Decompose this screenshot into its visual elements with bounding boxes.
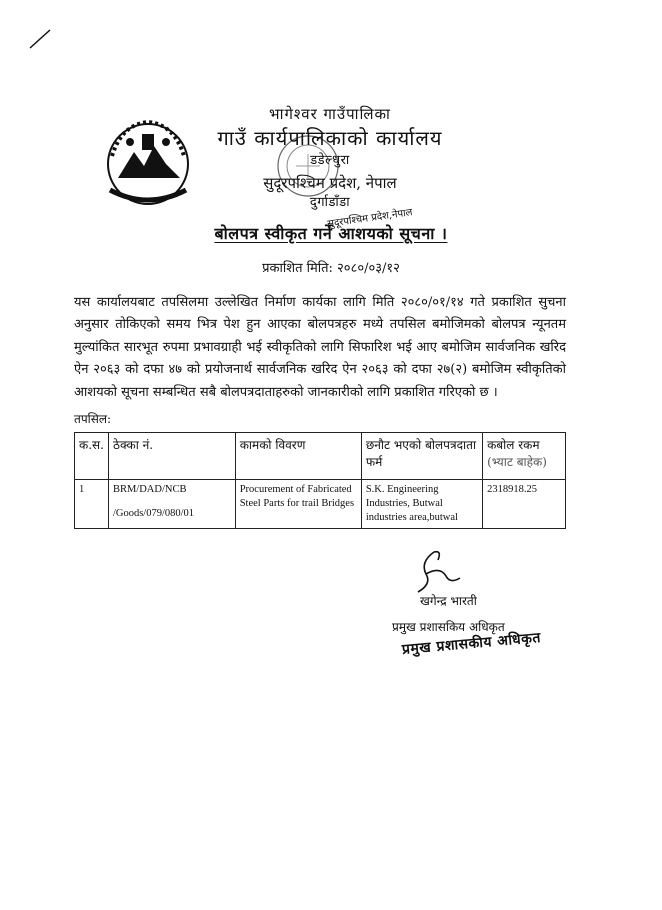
location-stamp: डडेल्धुरा: [310, 153, 350, 168]
office-name: गाउँ कार्यपालिकाको कार्यालय: [217, 126, 443, 150]
signature: [404, 548, 464, 598]
col-header-contract-no: ठेक्का नं.: [108, 433, 235, 480]
col-header-amount-label: कबोल रकम: [487, 438, 540, 452]
government-emblem-icon: [96, 112, 200, 212]
office-address-line2: दुर्गाडाँडा: [309, 195, 351, 210]
published-date-value: २०८०/०३/१२: [337, 261, 400, 276]
municipality-name: भागेश्वर गाउँपालिका: [269, 105, 391, 123]
col-header-amount: [483, 433, 566, 480]
notice-body: यस कार्यालयबाट तपसिलमा उल्लेखित निर्माण कार्यका लागि मिति २०८०/०१/१४ गते प्रकाशित सुचना अनुसार तोकिएको समय भित्र पेश हुन आएका बोलपत्रहरु मध्ये तपसिल बमोजिमको बोलपत्र न्यूनतम मुल्यांकित सारभूत रुपमा प्रभावग्राही भई स्वीकृतिको लागि सिफारिश भई आए बमोजिम सार्वजनिक खरिद ऐन २०६३ को दफा ४७ को प्रयोजनार्थ सार्वजनिक खरिद ऐन २०६३ को दफा २७(२) बमोजिम स्वीकृतिको आशयको सूचना सम्बन्धित सबै बोलपत्रदाताहरुको जानकारीको लागि प्रकाशित गरिएको छ ।: [74, 295, 566, 400]
letterhead: [200, 104, 460, 230]
table-header-row: [75, 433, 566, 480]
province-stamp: सुदूरपश्चिम प्रदेश,नेपाल: [326, 207, 414, 230]
signatory-title: प्रमुख प्रशासकिय अधिकृत: [392, 620, 505, 634]
col-header-description: कामको विवरण: [235, 433, 361, 480]
table-row: [75, 480, 566, 529]
cell-sn: 1: [75, 480, 109, 529]
pen-mark: [28, 28, 52, 50]
col-header-amount-sub: (भ्याट बाहेक): [487, 455, 547, 469]
col-header-bidder: छनौट भएको बोलपत्रदाता फर्म: [361, 433, 482, 480]
award-table: [74, 432, 566, 529]
cell-description: Procurement of Fabricated Steel Parts for trail Bridges: [235, 480, 361, 529]
cell-contract-no: [108, 480, 235, 529]
cell-bidder: S.K. Engineering Industries, Butwal industries area,butwal: [361, 480, 482, 529]
published-date-label: प्रकाशित मिति:: [262, 261, 333, 276]
cell-amount: 2318918.25: [483, 480, 566, 529]
contract-no-line2: /Goods/079/080/01: [112, 508, 195, 519]
designation-stamp: प्रमुख प्रशासकीय अधिकृत: [401, 629, 542, 658]
notice-title: बोलपत्र स्वीकृत गर्ने आशयको सूचना ।: [214, 224, 448, 243]
contract-no-line1: BRM/DAD/NCB: [112, 484, 187, 495]
signatory-name: खगेन्द्र भारती: [420, 594, 477, 608]
office-address: सुदूरपश्चिम प्रदेश, नेपाल: [263, 174, 397, 192]
published-date: [0, 258, 662, 276]
col-header-sn: क.स.: [75, 433, 109, 480]
details-label: तपसिल:: [74, 412, 112, 426]
